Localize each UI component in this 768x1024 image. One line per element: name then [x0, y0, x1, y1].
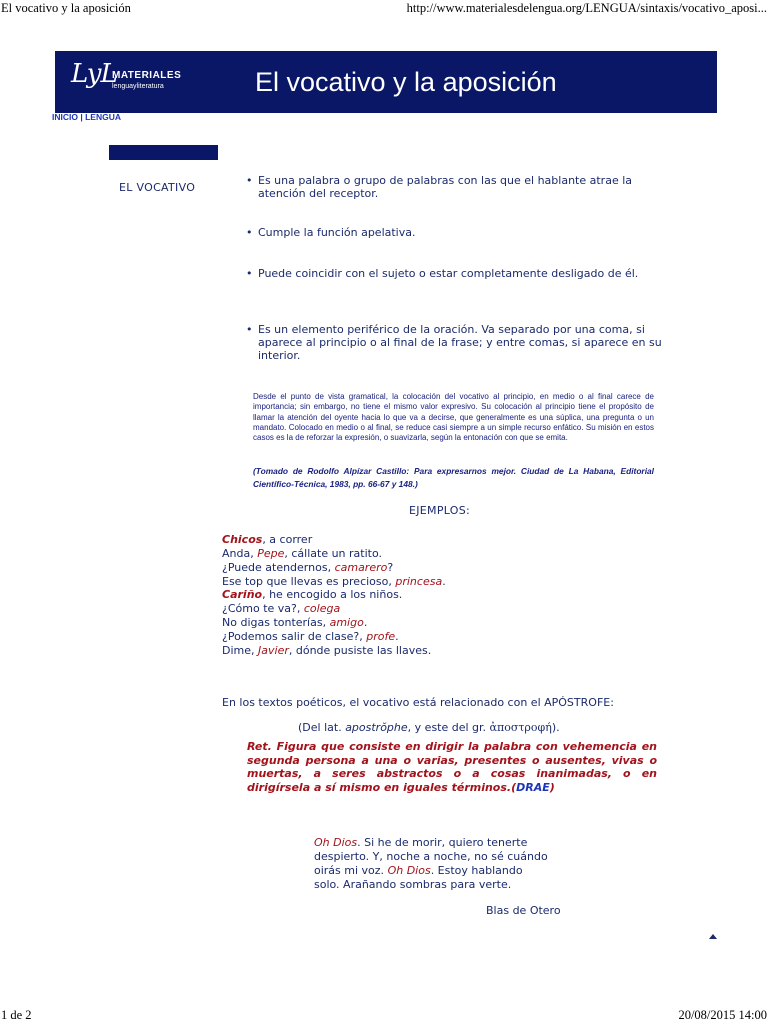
bullet-item	[246, 267, 663, 280]
page-title: El vocativo y la aposición	[255, 67, 557, 97]
vocative-word: colega	[303, 602, 341, 615]
print-header-url: http://www.materialesdelengua.org/LENGUA/sintaxis/vocativo_aposi...	[406, 1, 767, 15]
example-line: ¿Cómo te va?, colega	[222, 602, 341, 615]
apostrophe-definition: Ret. Figura que consiste en dirigir la palabra con vehemencia en segunda persona a una o varias, presentes o ausentes, vivas o muertas, a seres abstractos o a cosas inanimadas, o en dirigírsela a sí mismo en iguales términos.(DRAE)	[247, 740, 657, 794]
bullet-dot: •	[246, 323, 253, 336]
example-line: Cariño, he encogido a los niños.	[222, 588, 403, 601]
nav-link-lengua[interactable]: LENGUA	[85, 112, 121, 122]
bullet-text: Puede coincidir con el sujeto o estar completamente desligado de él.	[258, 267, 639, 280]
bullet-item	[246, 226, 663, 239]
examples-heading: EJEMPLOS:	[409, 504, 471, 517]
bullet-item	[246, 323, 663, 362]
logo-script: LyL	[71, 59, 117, 89]
drae-source: DRAE	[516, 780, 550, 794]
site-logo[interactable]	[71, 59, 201, 99]
example-line: ¿Podemos salir de clase?, profe.	[222, 630, 399, 643]
poem-line: despierto. Y, noche a noche, no sé cuándo	[314, 850, 548, 863]
print-header-title: El vocativo y la aposición	[1, 1, 131, 15]
vocative-word: camarero	[334, 561, 388, 574]
bullet-text: Es una palabra o grupo de palabras con las que el hablante atrae la atención del receptor.	[258, 174, 632, 200]
poem-line: solo. Arañando sombras para verte.	[314, 878, 512, 891]
bullet-item	[246, 174, 663, 200]
print-footer-datetime: 20/08/2015 14:00	[678, 1008, 767, 1022]
section-bar	[109, 145, 218, 160]
bullet-text: Cumple la función apelativa.	[258, 226, 416, 239]
bullet-dot: •	[246, 174, 253, 187]
vocative-word: profe	[366, 630, 396, 643]
vocative-word: Javier	[258, 644, 289, 657]
poem-line: Oh Dios. Si he de morir, quiero tenerte	[314, 836, 528, 849]
example-line: Ese top que llevas es precioso, princesa.	[222, 575, 446, 588]
example-line: No digas tonterías, amigo.	[222, 616, 368, 629]
example-line: Dime, Javier, dónde pusiste las llaves.	[222, 644, 432, 657]
section-label: EL VOCATIVO	[119, 181, 196, 194]
vocative-word: Oh Dios	[387, 864, 431, 877]
breadcrumb	[52, 112, 121, 122]
logo-text: MATERIALES	[112, 70, 182, 81]
vocative-word: Chicos	[222, 533, 263, 546]
vocative-word: Cariño	[222, 588, 263, 601]
nav-separator: |	[77, 112, 86, 122]
header-banner	[55, 51, 717, 113]
back-to-top-icon[interactable]	[709, 934, 717, 939]
vocative-word: amigo	[329, 616, 364, 629]
poem-line: oirás mi voz. Oh Dios. Estoy hablando	[314, 864, 523, 877]
poem-author: Blas de Otero	[486, 904, 561, 917]
bullet-text: Es un elemento periférico de la oración. Va separado por una coma, si aparece al principio o al final de la frase; y entre comas, si aparece en su interior.	[258, 323, 662, 362]
logo-subtitle: lenguayliteratura	[112, 83, 164, 90]
bullet-dot: •	[246, 267, 253, 280]
poetic-intro: En los textos poéticos, el vocativo está relacionado con el APÓSTROFE:	[222, 696, 614, 709]
vocative-word: Pepe	[257, 547, 285, 560]
explanation-paragraph: Desde el punto de vista gramatical, la colocación del vocativo al principio, en medio o al final carece de importancia; sin embargo, no tiene el mismo valor expresivo. Su colocación al principio tiene el propósito de llamar la atención del oyente hacia lo que va a decirse, que generalmente es una súplica, una pregunta o un mandato. Colocado en medio o al final, se reduce casi siempre a un simple recurso enfático. Su misión en estos casos es la de reforzar la expresión, o suavizarla, según la entonación con que se emita.	[253, 392, 654, 443]
etymology: (Del lat. apostrŏphe, y este del gr. ἀποστροφή).	[298, 721, 560, 734]
nav-link-inicio[interactable]: INICIO	[52, 112, 78, 122]
example-line: Chicos, a correr	[222, 533, 313, 546]
example-line: Anda, Pepe, cállate un ratito.	[222, 547, 383, 560]
print-footer-page: 1 de 2	[1, 1008, 32, 1022]
citation: (Tomado de Rodolfo Alpízar Castillo: Para expresarnos mejor. Ciudad de La Habana, Editorial Científico-Técnica, 1983, pp. 66-67 y 148.)	[253, 466, 654, 489]
vocative-word: princesa	[395, 575, 443, 588]
example-line: ¿Puede atendernos, camarero?	[222, 561, 394, 574]
vocative-word: Oh Dios	[314, 836, 358, 849]
bullet-dot: •	[246, 226, 253, 239]
